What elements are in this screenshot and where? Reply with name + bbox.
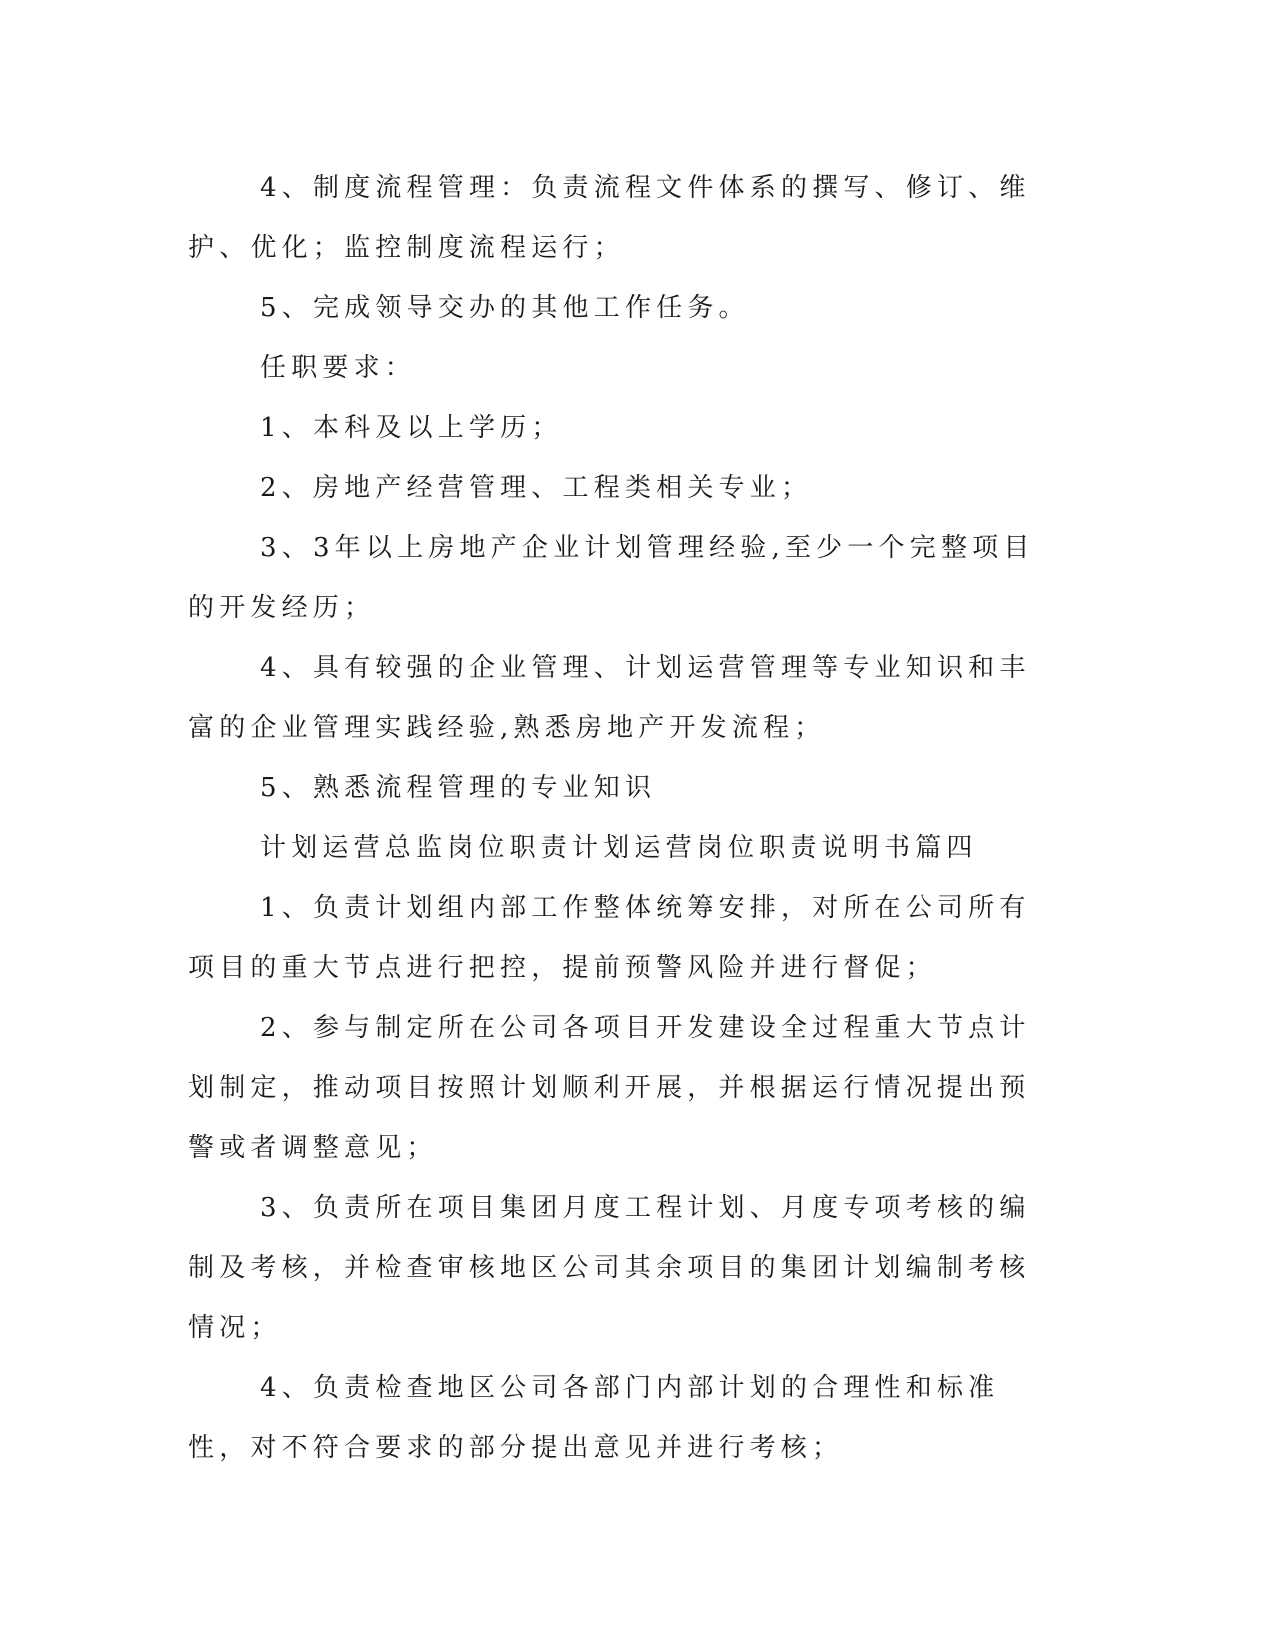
document-body bbox=[188, 158, 1056, 1478]
list-item: 2、房地产经营管理、工程类相关专业； bbox=[260, 473, 813, 503]
paragraph: 5、完成领导交办的其他工作任务。 bbox=[260, 293, 750, 323]
list-item: 4、具有较强的企业管理、计划运营管理等专业知识和丰富的企业管理实践经验,熟悉房地产开发流程； bbox=[188, 653, 1031, 743]
list-item: 1、本科及以上学历； bbox=[260, 413, 563, 443]
list-item: 3、3年以上房地产企业计划管理经验,至少一个完整项目的开发经历； bbox=[188, 533, 1035, 623]
list-item: 2、参与制定所在公司各项目开发建设全过程重大节点计划制定，推动项目按照计划顺利开展，并根据运行情况提出预警或者调整意见； bbox=[188, 1013, 1031, 1163]
list-item: 4、负责检查地区公司各部门内部计划的合理性和标准性，对不符合要求的部分提出意见并进行考核； bbox=[188, 1373, 1000, 1463]
list-item: 3、负责所在项目集团月度工程计划、月度专项考核的编制及考核，并检查审核地区公司其余项目的集团计划编制考核情况； bbox=[188, 1193, 1031, 1343]
paragraph: 4、制度流程管理：负责流程文件体系的撰写、修订、维护、优化；监控制度流程运行； bbox=[188, 173, 1031, 263]
list-item: 5、熟悉流程管理的专业知识 bbox=[260, 773, 657, 803]
section-heading: 任职要求： bbox=[260, 353, 417, 383]
list-item: 1、负责计划组内部工作整体统筹安排，对所在公司所有项目的重大节点进行把控，提前预警风险并进行督促； bbox=[188, 893, 1031, 983]
section-heading: 计划运营总监岗位职责计划运营岗位职责说明书篇四 bbox=[260, 833, 978, 863]
